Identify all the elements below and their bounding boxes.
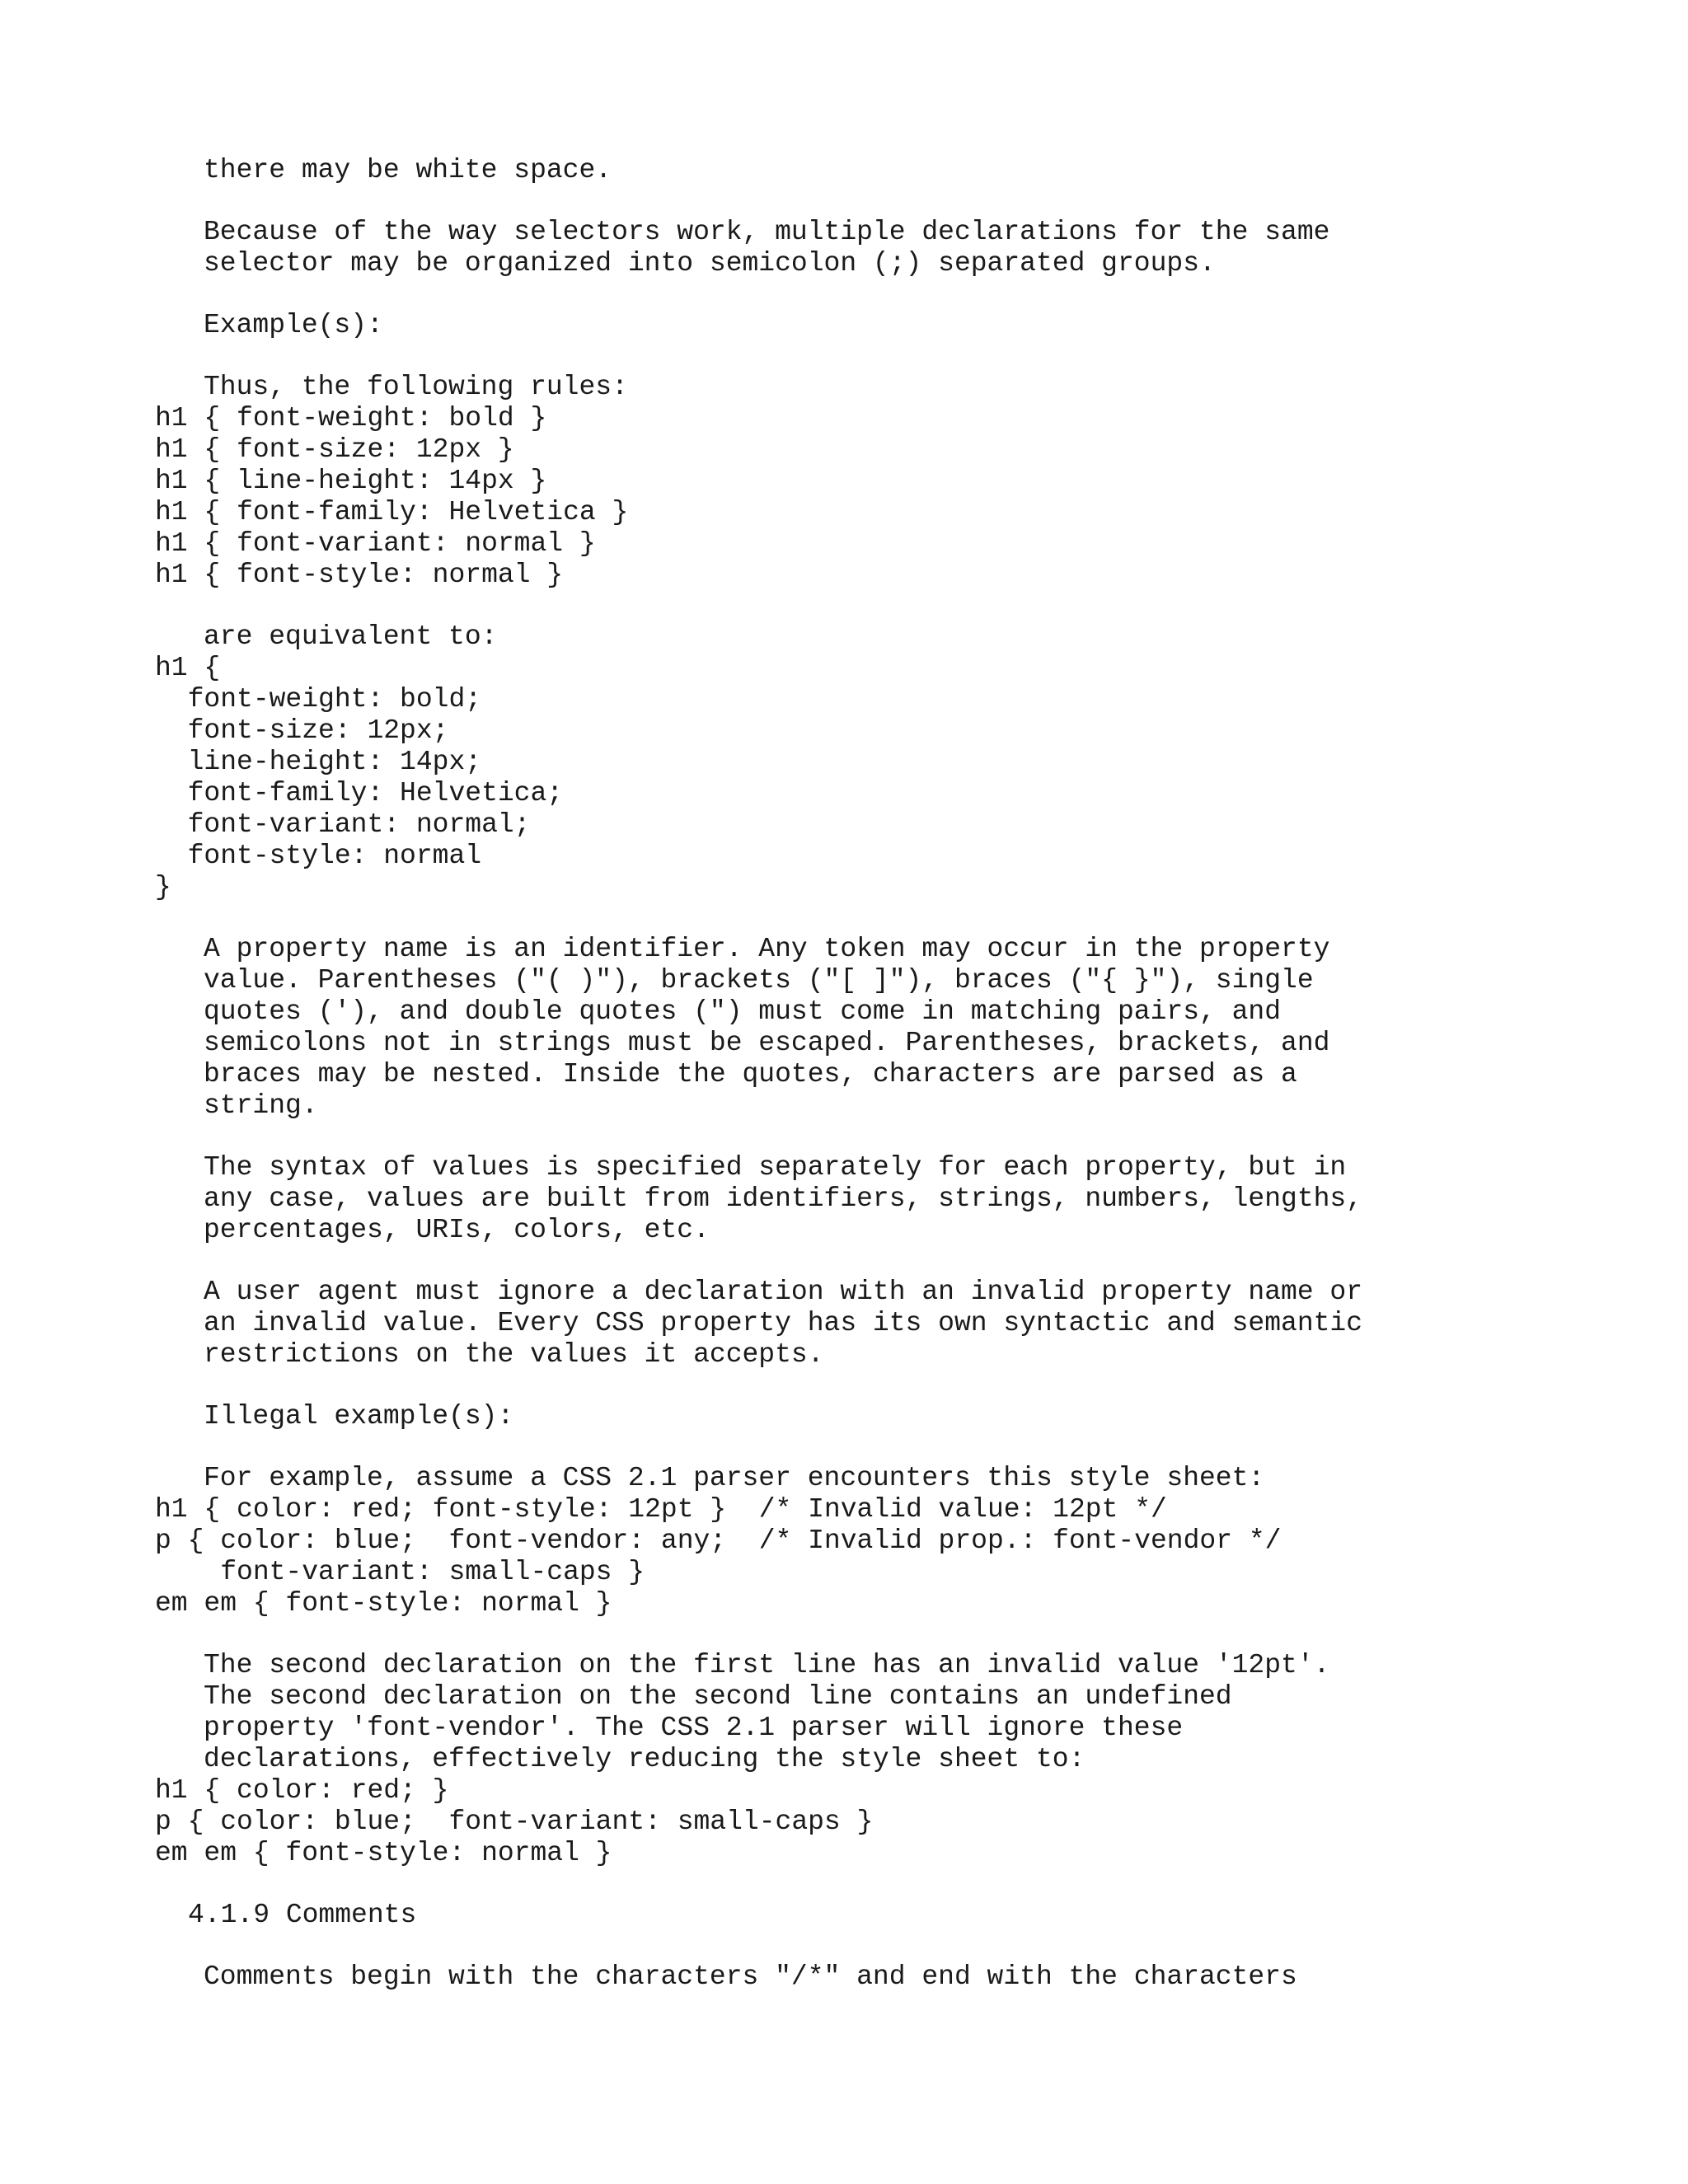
paragraph-line: any case, values are built from identifiers, strings, numbers, lengths, [204, 1183, 1363, 1214]
code-line: h1 { font-family: Helvetica } [155, 497, 629, 527]
paragraph-line: are equivalent to: [204, 621, 498, 652]
example-label: Example(s): [204, 310, 383, 340]
code-line: h1 { font-style: normal } [155, 560, 564, 590]
code-line: font-size: 12px; [155, 715, 449, 746]
code-line: line-height: 14px; [155, 747, 482, 777]
example-label: Illegal example(s): [204, 1401, 514, 1432]
paragraph-line: value. Parentheses ("( )"), brackets ("[ ]"), braces ("{ }"), single [204, 965, 1314, 996]
paragraph-line: quotes ('), and double quotes (") must come in matching pairs, and [204, 996, 1282, 1027]
code-line: h1 { line-height: 14px } [155, 466, 547, 496]
code-line: } [155, 872, 171, 902]
section-heading: 4.1.9 Comments [188, 1900, 417, 1930]
paragraph-line: The second declaration on the first line has an invalid value '12pt'. [204, 1650, 1330, 1680]
paragraph-line: property 'font-vendor'. The CSS 2.1 parser will ignore these [204, 1713, 1184, 1743]
code-line: h1 { font-size: 12px } [155, 434, 514, 465]
paragraph-line: Comments begin with the characters "/*" and end with the characters [204, 1961, 1297, 1992]
paragraph-line: braces may be nested. Inside the quotes, characters are parsed as a [204, 1059, 1297, 1090]
paragraph-line: an invalid value. Every CSS property has its own syntactic and semantic [204, 1308, 1363, 1338]
paragraph-line: A property name is an identifier. Any token may occur in the property [204, 934, 1330, 964]
paragraph-line: The second declaration on the second line contains an undefined [204, 1681, 1232, 1712]
code-line: h1 { font-variant: normal } [155, 528, 596, 559]
paragraph-line: Because of the way selectors work, multiple declarations for the same [204, 217, 1330, 247]
paragraph-line: selector may be organized into semicolon (;) separated groups. [204, 248, 1216, 279]
paragraph-line: string. [204, 1090, 318, 1121]
code-line: font-weight: bold; [155, 684, 482, 715]
code-line: h1 { color: red; } [155, 1775, 449, 1806]
code-line: font-style: normal [155, 841, 482, 871]
paragraph-line: A user agent must ignore a declaration with an invalid property name or [204, 1277, 1363, 1307]
code-line: font-family: Helvetica; [155, 778, 564, 808]
paragraph-line: Thus, the following rules: [204, 372, 628, 402]
paragraph-line: semicolons not in strings must be escaped. Parentheses, brackets, and [204, 1028, 1330, 1058]
code-line: font-variant: normal; [155, 809, 531, 840]
paragraph-line: percentages, URIs, colors, etc. [204, 1215, 710, 1245]
code-line: p { color: blue; font-vendor: any; /* Invalid prop.: font-vendor */ [155, 1526, 1282, 1556]
paragraph-line: For example, assume a CSS 2.1 parser encounters this style sheet: [204, 1463, 1265, 1493]
code-line: h1 { font-weight: bold } [155, 403, 547, 434]
code-line: h1 { color: red; font-style: 12pt } /* Invalid value: 12pt */ [155, 1494, 1167, 1525]
paragraph-line: there may be white space. [204, 155, 612, 185]
code-line: h1 { [155, 653, 221, 683]
paragraph-line: declarations, effectively reducing the style sheet to: [204, 1744, 1085, 1774]
code-line: font-variant: small-caps } [155, 1557, 645, 1587]
code-line: em em { font-style: normal } [155, 1838, 612, 1868]
paragraph-line: The syntax of values is specified separately for each property, but in [204, 1152, 1347, 1183]
paragraph-line: restrictions on the values it accepts. [204, 1339, 824, 1370]
code-line: p { color: blue; font-variant: small-caps } [155, 1807, 874, 1837]
code-line: em em { font-style: normal } [155, 1588, 612, 1619]
